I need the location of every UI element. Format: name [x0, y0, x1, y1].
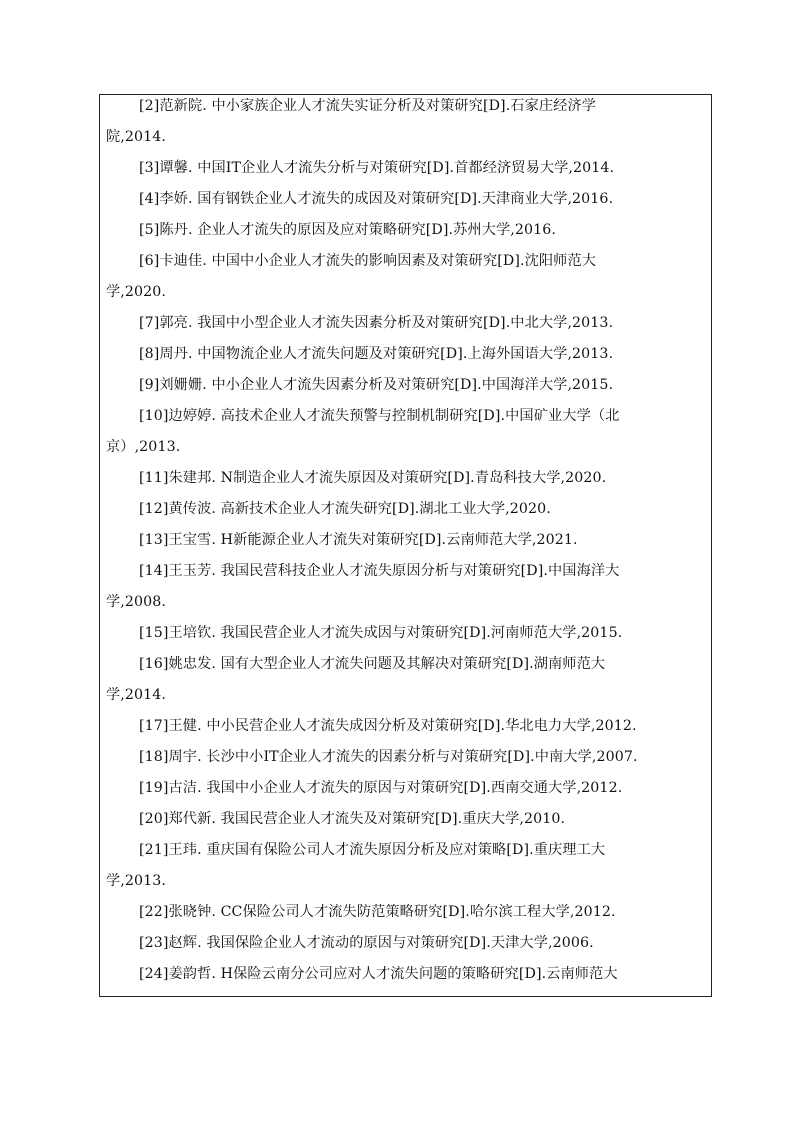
reference-line: [19]古洁. 我国中小企业人才流失的原因与对策研究[D].西南交通大学,2012.	[139, 780, 623, 796]
reference-line: [7]郭亮. 我国中小型企业人才流失因素分析及对策研究[D].中北大学,2013.	[139, 315, 614, 331]
reference-line: [5]陈丹. 企业人才流失的原因及应对策略研究[D].苏州大学,2016.	[139, 222, 557, 238]
reference-line: [13]王宝雪. H新能源企业人才流失对策研究[D].云南师范大学,2021.	[139, 532, 578, 548]
reference-line: 学,2020.	[106, 284, 167, 300]
reference-line: [16]姚忠发. 国有大型企业人才流失问题及其解决对策研究[D].湖南师范大	[139, 656, 606, 672]
reference-line: [4]李娇. 国有钢铁企业人才流失的成因及对策研究[D].天津商业大学,2016.	[139, 191, 614, 207]
reference-line: [12]黄传波. 高新技术企业人才流失研究[D].湖北工业大学,2020.	[139, 501, 551, 517]
reference-line: 学,2008.	[106, 594, 167, 610]
reference-line: [15]王培钦. 我国民营企业人才流失成因与对策研究[D].河南师范大学,2015.	[139, 625, 623, 641]
reference-line: [8]周丹. 中国物流企业人才流失问题及对策研究[D].上海外国语大学,2013.	[139, 346, 614, 362]
reference-line: [23]赵辉. 我国保险企业人才流动的原因与对策研究[D].天津大学,2006.	[139, 935, 594, 951]
reference-line: [18]周宇. 长沙中小IT企业人才流失的因素分析与对策研究[D].中南大学,2007.	[139, 749, 638, 765]
reference-line: 京）,2013.	[106, 439, 181, 455]
reference-line: [24]姜韵哲. H保险云南分公司应对人才流失问题的策略研究[D].云南师范大	[139, 966, 618, 982]
reference-line: [10]边婷婷. 高技术企业人才流失预警与控制机制研究[D].中国矿业大学（北	[139, 408, 620, 424]
reference-line: 院,2014.	[106, 129, 167, 145]
reference-line: [2]范新院. 中小家族企业人才流失实证分析及对策研究[D].石家庄经济学	[139, 98, 597, 114]
reference-line: [21]王玮. 重庆国有保险公司人才流失原因分析及应对策略[D].重庆理工大	[139, 842, 606, 858]
reference-line: [20]郑代新. 我国民营企业人才流失及对策研究[D].重庆大学,2010.	[139, 811, 566, 827]
reference-line: [14]王玉芳. 我国民营科技企业人才流失原因分析与对策研究[D].中国海洋大	[139, 563, 620, 579]
reference-line: 学,2014.	[106, 687, 167, 703]
reference-line: [11]朱建邦. N制造企业人才流失原因及对策研究[D].青岛科技大学,2020.	[139, 470, 607, 486]
reference-line: [17]王健. 中小民营企业人才流失成因分析及对策研究[D].华北电力大学,2012.	[139, 718, 637, 734]
reference-line: [22]张晓钟. CC保险公司人才流失防范策略研究[D].哈尔滨工程大学,2012.	[139, 904, 616, 920]
reference-line: [9]刘姗姗. 中小企业人才流失因素分析及对策研究[D].中国海洋大学,2015.	[139, 377, 614, 393]
reference-line: 学,2013.	[106, 873, 167, 889]
reference-line: [6]卡迪佳. 中国中小企业人才流失的影响因素及对策研究[D].沈阳师范大	[139, 253, 597, 269]
reference-line: [3]谭馨. 中国IT企业人才流失分析与对策研究[D].首都经济贸易大学,2014.	[139, 160, 615, 176]
